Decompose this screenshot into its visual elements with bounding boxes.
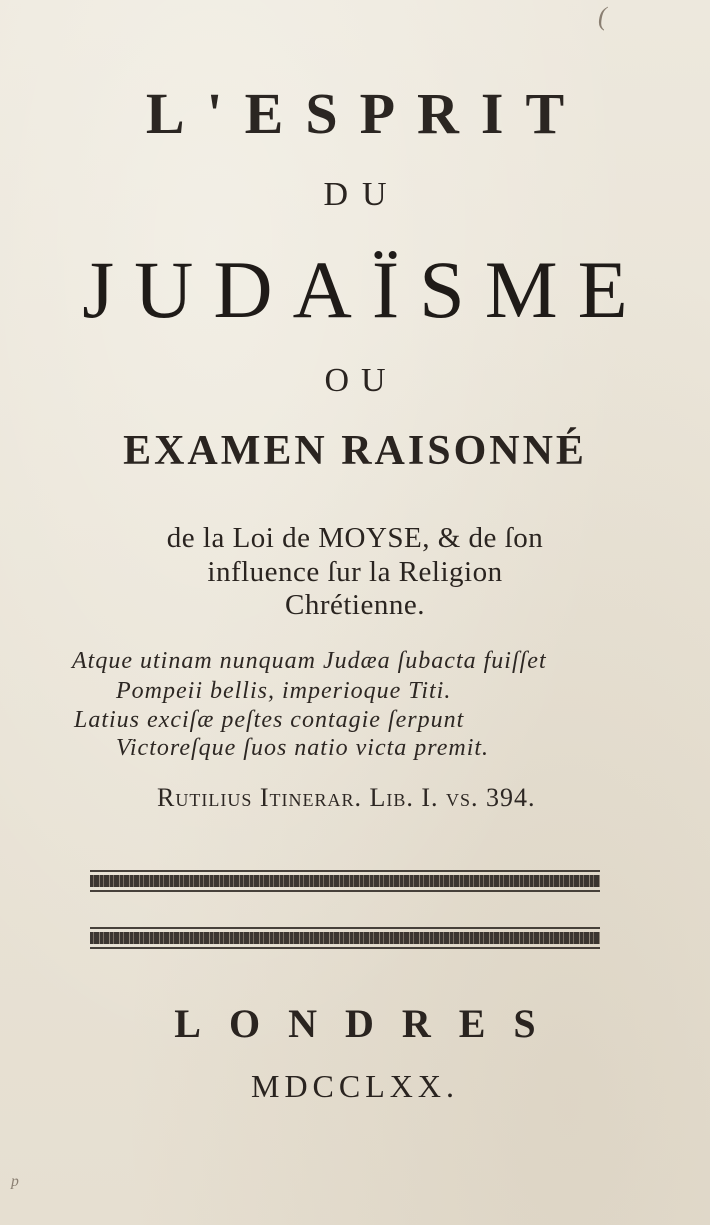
motto-line: Latius exciſæ peſtes contagie ſerpunt xyxy=(74,707,465,733)
rule-thin-line xyxy=(90,870,600,872)
subtitle-line: influence ſur la Religion xyxy=(207,556,503,588)
imprint-date: MDCCLXX. xyxy=(250,1068,459,1104)
ornamental-rule xyxy=(90,927,600,949)
ornamental-rule xyxy=(90,870,600,892)
rule-thin-line xyxy=(90,890,600,892)
subtitle-line: de la Loi de MOYSE, & de ſon xyxy=(166,522,544,554)
motto-attribution: Rutilius Itinerar. Lib. I. vſ. 394. xyxy=(157,783,536,812)
ink-mark: ᵖ xyxy=(10,1170,18,1199)
title-ou: OU xyxy=(324,362,398,399)
rule-thin-line xyxy=(90,947,600,949)
motto-line: Victoreſque ſuos natio victa premit. xyxy=(116,735,490,761)
rule-thin-line xyxy=(90,927,600,929)
imprint-place: LONDRES xyxy=(174,1001,564,1046)
title-esprit: L'ESPRIT xyxy=(145,81,587,146)
subtitle-line: Chrétienne. xyxy=(285,589,425,621)
title-judaisme: JUDAÏSME xyxy=(82,244,648,335)
rule-ornament-band xyxy=(90,875,600,887)
rule-ornament-band xyxy=(90,932,600,944)
pencil-mark: ( xyxy=(598,2,607,31)
motto-line: Atque utinam nunquam Judæa ſubacta fuiſſet xyxy=(72,648,547,674)
title-examen-raisonne: EXAMEN RAISONNÉ xyxy=(123,428,587,474)
motto-line: Pompeii bellis, imperioque Titi. xyxy=(116,678,452,704)
title-du: DU xyxy=(323,176,401,213)
